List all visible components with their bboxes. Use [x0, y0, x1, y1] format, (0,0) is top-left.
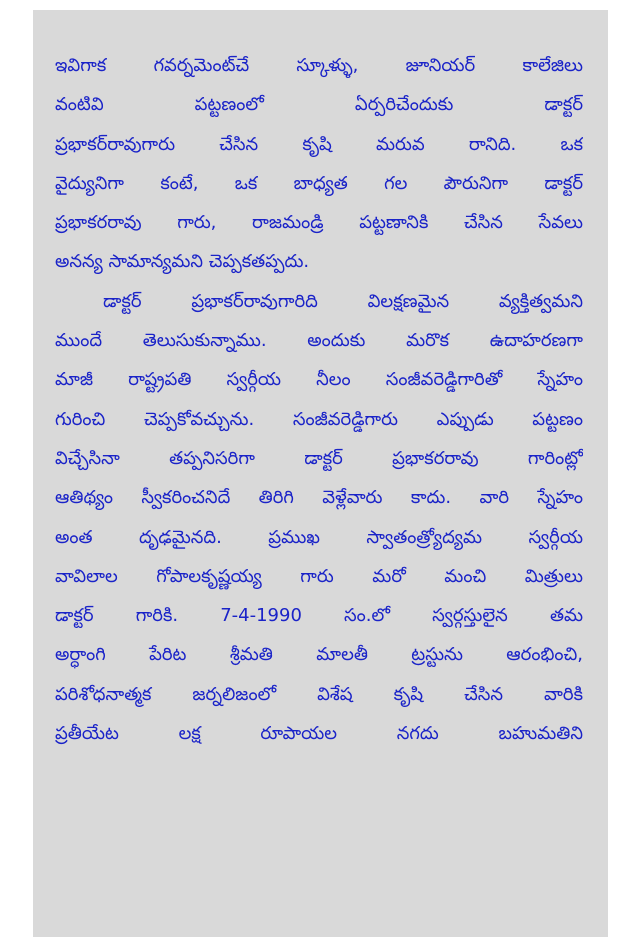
- text-line-1: ఇవిగాక గవర్నమెంట్‌చే స్కూళ్ళు, జూనియర్ కాలేజిలు: [55, 55, 583, 76]
- text-line-14: వావిలాల గోపాలకృష్ణయ్య గారు మరో మంచి మిత్రులు: [55, 565, 583, 587]
- text-line-5: ప్రభాకరరావు గారు, రాజమండ్రి పట్టణానికి చేసిన సేవలు: [55, 212, 583, 234]
- text-line-13: అంత దృఢమైనది. ప్రముఖ స్వాతంత్ర్యోద్యమ స్వర్గీయ: [55, 526, 583, 548]
- text-line-9: మాజీ రాష్ట్రపతి స్వర్గీయ నీలం సంజీవరెడ్డిగారితో స్నేహం: [55, 369, 583, 391]
- text-line-15: డాక్టర్ గారికి. 7-4-1990 సం.లో స్వర్గస్తులైన తమ: [55, 605, 583, 627]
- text-line-10: గురించి చెప్పకోవచ్చును. సంజీవరెడ్డిగారు ఎప్పుడు పట్టణం: [55, 408, 583, 430]
- text-line-17: పరిశోధనాత్మక జర్నలిజంలో విశేష కృషి చేసిన వారికి: [55, 683, 583, 705]
- text-line-7: డాక్టర్ ప్రభాకర్‌రావుగారిది విలక్షణమైన వ్యక్తిత్వమని: [103, 290, 583, 312]
- text-line-8: ముందే తెలుసుకున్నాము. అందుకు మరొక ఉదాహరణగా: [55, 330, 583, 352]
- text-line-2: వంటివి పట్టణంలో ఏర్పరిచేందుకు డాక్టర్: [55, 94, 583, 116]
- text-line-4: వైద్యునిగా కంటే, ఒక బాధ్యత గల పౌరునిగా డాక్టర్: [55, 172, 583, 194]
- text-line-3: ప్రభాకర్‌రావుగారు చేసిన కృషి మరువ రానిది. ఒక: [55, 133, 583, 155]
- text-line-16: అర్ధాంగి పేరిట శ్రీమతి మాలతీ ట్రస్టును ఆరంభించి,: [55, 644, 583, 666]
- text-line-12: ఆతిథ్యం స్వీకరించనిదే తిరిగి వెళ్లేవారు కాదు. వారి స్నేహం: [55, 487, 583, 509]
- body-text: [55, 46, 583, 753]
- document-page: [33, 10, 608, 937]
- text-line-6: అనన్య సామాన్యమని చెప్పకతప్పదు.: [55, 251, 310, 273]
- text-line-11: విచ్చేసినా తప్పనిసరిగా డాక్టర్ ప్రభాకరరావు గారింట్లో: [55, 447, 583, 469]
- text-line-18: ప్రతీయేట లక్ష రూపాయల నగదు బహుమతిని: [55, 723, 583, 745]
